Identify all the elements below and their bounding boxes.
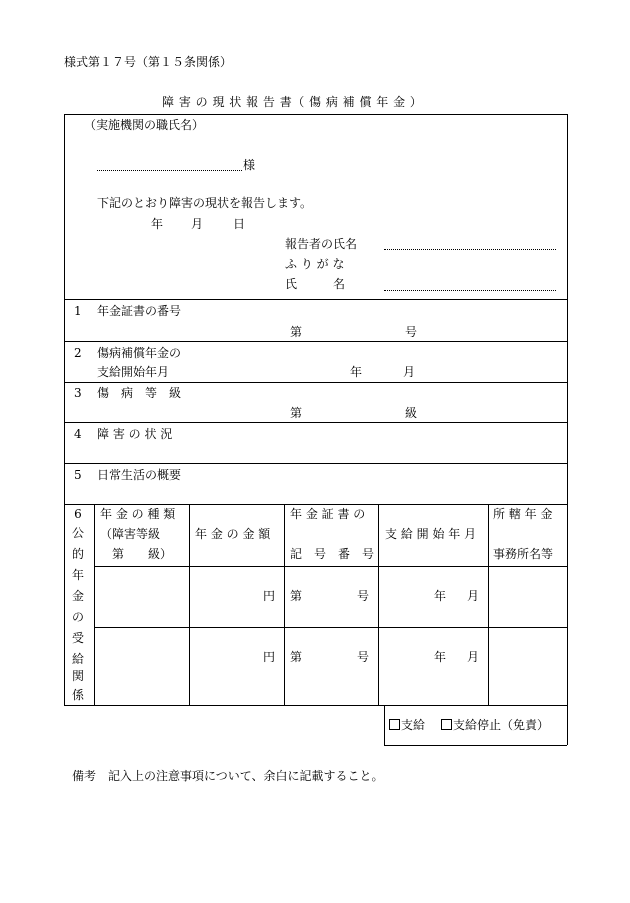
item1-number: 1 [74, 304, 82, 318]
row-line-1 [94, 627, 567, 628]
item5-label: 日常生活の概要 [97, 468, 182, 482]
header-start: 支 給 開 始 年 月 [385, 527, 477, 541]
payment-option-stop-label: 支給停止（免責） [453, 718, 550, 732]
reporter-name-field[interactable] [384, 249, 556, 250]
form-number: 様式第１７号（第１５条関係） [64, 55, 233, 69]
vertical-label-char: 関 [71, 669, 84, 683]
date-year-label: 年 [151, 217, 164, 231]
row2-month: 月 [467, 650, 480, 664]
checkbox-pay[interactable] [389, 719, 400, 730]
name-field[interactable] [384, 290, 556, 291]
item2-label-line2: 支給開始年月 [97, 365, 170, 379]
page-title: 障 害 の 現 状 報 告 書（ 傷 病 補 償 年 金 ） [162, 95, 423, 109]
agency-name-field[interactable] [97, 170, 242, 171]
divider-item4 [64, 422, 567, 423]
agency-label: （実施機関の職氏名） [84, 118, 205, 132]
row2-go: 号 [357, 650, 370, 664]
row2-yen: 円 [263, 650, 276, 664]
header-cert-line1: 年 金 証 書 の [290, 507, 366, 521]
item3-dai: 第 [290, 406, 303, 420]
payment-option-stop[interactable] [441, 719, 549, 731]
item4-number: 4 [74, 427, 82, 441]
vertical-label-char: 給 [71, 652, 84, 666]
date-month-label: 月 [191, 217, 204, 231]
col-line-2 [189, 504, 190, 705]
col-line-4 [378, 504, 379, 705]
item1-go: 号 [405, 325, 418, 339]
vertical-label-char: 年 [71, 568, 84, 582]
item3-kyu: 級 [405, 406, 418, 420]
vertical-label-char: 公 [71, 526, 84, 540]
vertical-label-char: 受 [71, 631, 84, 645]
row1-dai: 第 [290, 589, 303, 603]
item2-year: 年 [350, 365, 363, 379]
frame-top [64, 114, 567, 115]
header-kind-line2: （障害等級 [100, 527, 161, 541]
furigana-label: ふ り が な [285, 257, 345, 271]
name-label: 氏 名 [285, 277, 346, 291]
item2-number: 2 [74, 346, 82, 360]
payment-option-pay[interactable] [389, 719, 425, 731]
frame-right [567, 114, 568, 745]
header-amount: 年 金 の 金 額 [195, 527, 271, 541]
vertical-label-char: 金 [71, 589, 84, 603]
item5-number: 5 [74, 468, 82, 482]
frame-left [64, 114, 65, 705]
col-line-1 [94, 504, 95, 705]
item2-label-line1: 傷病補償年金の [97, 346, 182, 360]
divider-item2 [64, 341, 567, 342]
header-office-line1: 所 轄 年 金 [493, 507, 553, 521]
status-box-bottom [384, 745, 567, 746]
item3-number: 3 [74, 386, 82, 400]
header-kind-line1: 年 金 の 種 類 [100, 507, 176, 521]
row1-year: 年 [434, 589, 447, 603]
divider-item1 [64, 299, 567, 300]
honorific-sama: 様 [243, 158, 256, 172]
row2-year: 年 [434, 650, 447, 664]
vertical-label-char: 係 [71, 688, 84, 702]
date-day-label: 日 [233, 217, 246, 231]
divider-item3 [64, 382, 567, 383]
col-line-3 [284, 504, 285, 705]
checkbox-stop[interactable] [441, 719, 452, 730]
item1-label: 年金証書の番号 [97, 304, 182, 318]
divider-item6 [64, 504, 567, 505]
vertical-label-char: 的 [71, 547, 84, 561]
item3-label: 傷 病 等 級 [97, 386, 182, 400]
col-line-5 [488, 504, 489, 705]
header-kind-line3: 第 級） [112, 547, 173, 561]
reporter-name-label: 報告者の氏名 [285, 237, 358, 251]
divider-item5 [64, 463, 567, 464]
row1-month: 月 [467, 589, 480, 603]
vertical-label-char: 6 [74, 507, 82, 521]
item1-dai: 第 [290, 325, 303, 339]
header-office-line2: 事務所名等 [493, 547, 554, 561]
row1-yen: 円 [263, 589, 276, 603]
row-line-header [94, 566, 567, 567]
report-statement: 下記のとおり障害の現状を報告します。 [97, 196, 313, 210]
remark-note: 備考 記入上の注意事項について、余白に記載すること。 [72, 769, 384, 783]
item2-month: 月 [403, 365, 416, 379]
status-box-left [384, 705, 385, 745]
row1-go: 号 [357, 589, 370, 603]
payment-option-pay-label: 支給 [401, 718, 426, 732]
row2-dai: 第 [290, 650, 303, 664]
header-cert-line2: 記 号 番 号 [290, 547, 375, 561]
table-bottom [64, 705, 567, 706]
item4-label: 障 害 の 状 況 [97, 427, 173, 441]
vertical-label-char: の [71, 610, 84, 624]
